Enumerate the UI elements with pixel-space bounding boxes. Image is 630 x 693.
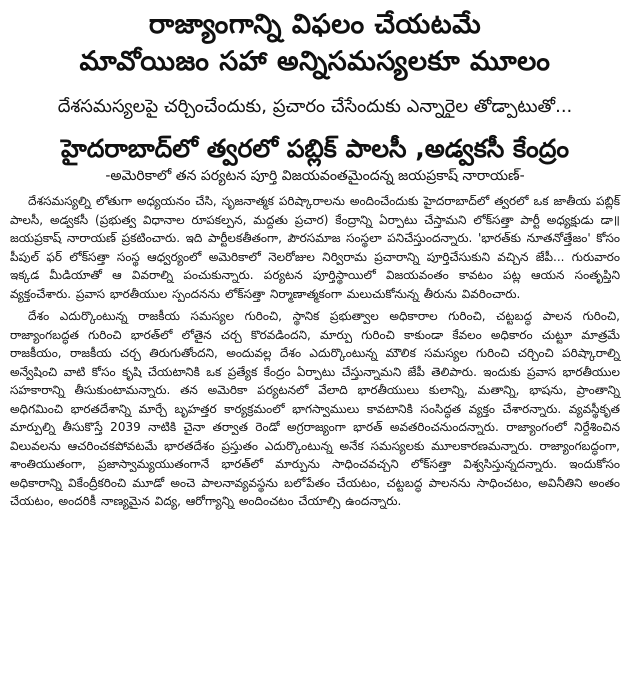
article-body (10, 192, 620, 511)
headline (10, 6, 620, 80)
deck: దేశసమస్యలపై చర్చించేందుకు, ప్రచారం చేసేందుకు ఎన్నారైల తోడ్పాటుతో... (57, 96, 573, 117)
subhead: హైదరాబాద్‌లో త్వరలో పబ్లిక్ పాలసీ ,అడ్వకసీ కేంద్రం (60, 134, 570, 163)
headline-line-2: మావోయిజం సహా అన్నిసమస్యలకూ మూలం (79, 46, 551, 77)
body-paragraph-2: దేశం ఎదుర్కొంటున్న రాజకీయ సమస్యల గురించి, స్థానిక ప్రభుత్వాల అధికారాల గురించి, చట్టబద్ధ పాలన గురించి, రాజ్యాంగబద్ధత గురించి భారత్‌లో లోతైన చర్చ కొరవడిందని, మార్పు గురించి కాకుండా కేవలం అధికారం చుట్టూ మాత్రమే రాజకీయం, రాజకీయ చర్చ తిరుగుతోందని, అందువల్ల దేశం ఎదుర్కొంటున్న మౌలిక సమస్యల గురించి చర్చించి పరిష్కారాల్ని అన్వేషించి వాటి కోసం కృషి చేయటానికి ఒక ప్రత్యేక కేంద్రం ఏర్పాటు చేస్తున్నామని జేపీ తెలిపారు. ఇందుకు ప్రవాస భారతీయుల సహకారాన్ని తీసుకుంటామన్నారు. తన అమెరికా పర్యటనలో వేలాది భారతీయులు కులాన్ని, మతాన్ని, భాషను, ప్రాంతాన్ని అధిగమించి భారతదేశాన్ని మార్చే బృహత్తర కార్యక్రమంలో భాగస్వాములు కావటానికి సంసిద్ధత వ్యక్తం చేశారన్నారు. వ్యవస్థీకృత మార్పుల్ని తీసుకొస్తే 2039 నాటికి చైనా తర్వాత రెండో అగ్రరాజ్యంగా భారత్ అవతరించనుందన్నారు. రాజ్యాంగంలో నిర్దేశించిన విలువలను ఆచరించకపోవటమే భారతదేశం ప్రస్తుతం ఎదుర్కొంటున్న అనేక సమస్యలకు మూలకారణమన్నారు. రాజ్యాంగబద్ధంగా, శాంతియుతంగా, ప్రజాస్వామ్యయుతంగానే భారత్‌లో మార్పును సాధించవచ్చని లోక్‌సత్తా విశ్వసిస్తున్నదన్నారు. ఇందుకోసం అధికారాన్ని వికేంద్రీకరించి మూడో అంచె పాలనావ్యవస్థను బలోపేతం చేయటం, చట్టబద్ధ పాలనను సాధించటం, అవినీతిని అంతం చేయటం, అందరికీ నాణ్యమైన విద్య, ఆరోగ్యాన్ని అందించటం చేయాల్సి ఉందన్నారు. (10, 309, 620, 508)
headline-line-1: రాజ్యాంగాన్ని విఫలం చేయటమే (148, 9, 482, 40)
kicker: -అమెరికాలో తన పర్యటన పూర్తి విజయవంతమైందన్న జయప్రకాష్ నారాయణ్- (105, 168, 525, 184)
body-paragraph-1: దేశసమస్యల్ని లోతుగా అధ్యయనం చేసి, సృజనాత్మక పరిష్కారాలను అందించేందుకు హైదరాబాద్‌లో త్వరలో ఒక జాతీయ పబ్లిక్ పాలసీ, అడ్వకసీ (ప్రభుత్వ విధానాల రూపకల్పన, మద్దతు ప్రచార) కేంద్రాన్ని ఏర్పాటు చేస్తామని లోక్‌సత్తా పార్టీ అధ్యక్షుడు డా॥ జయప్రకాష్ నారాయణ్ ప్రకటించారు. ఇది పార్టీలకతీతంగా, పౌరసమాజ సంస్థలా పనిచేస్తుందన్నారు. 'భారత్‌కు నూతనోత్తేజం' కోసం పీపుల్ ఫర్ లోక్‌సత్తా సంస్థ ఆధ్వర్యంలో అమెరికాలో నెలరోజుల నిర్విరామ ప్రచారాన్ని పూర్తిచేసుకుని వచ్చిన జేపీ... గురువారం ఇక్కడ మీడియాతో ఆ వివరాల్ని పంచుకున్నారు. పర్యటన పూర్తిస్థాయిలో విజయవంతం కావటం పట్ల ఆయన సంతృప్తిని వ్యక్తంచేశారు. ప్రవాస భారతీయుల స్పందనను లోక్‌సత్తా నిర్మాణాత్మకంగా మలుచుకోనున్న తీరును వివరించారు. (10, 194, 620, 301)
